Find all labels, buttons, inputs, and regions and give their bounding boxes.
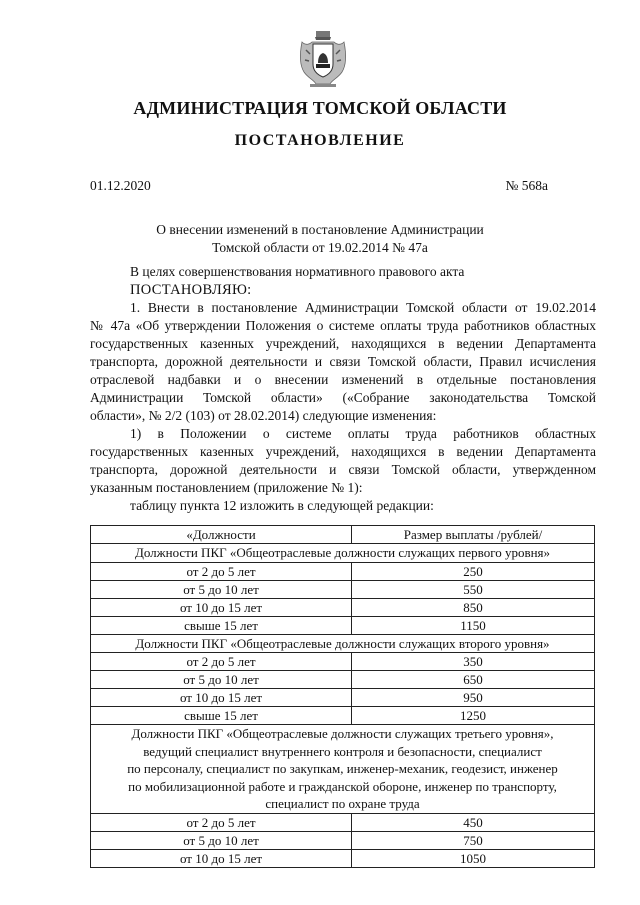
preamble: В целях совершенствования нормативного правового акта [130,264,465,279]
subject-line: Томской области от 19.02.2014 № 47а [212,240,428,255]
payment-table [90,525,595,868]
amount-cell: 750 [352,831,595,849]
term-cell: от 2 до 5 лет [91,813,352,831]
amount-cell: 950 [352,689,595,707]
term-cell: от 10 до 15 лет [91,689,352,707]
group-3-line: по мобилизационной работе и гражданской обороне, инженер по транспорту, [128,778,557,794]
term-cell: от 5 до 10 лет [91,831,352,849]
term-cell: от 2 до 5 лет [91,653,352,671]
group-3-title [91,725,595,814]
table-row [91,849,595,867]
group-1-title: Должности ПКГ «Общеотраслевые должности служащих первого уровня» [91,544,595,563]
amount-cell: 850 [352,598,595,616]
paragraph-1-line: транспорта, дорожной деятельности и связи Томской области, Правил исчисления [90,354,596,369]
table-row [91,653,595,671]
group-3-line: специалист по охране труда [265,796,420,811]
group-row [91,725,595,814]
table-row [91,813,595,831]
group-3-line: Должности ПКГ «Общеотраслевые должности служащих третьего уровня», [131,726,554,741]
term-cell: свыше 15 лет [91,707,352,725]
decree-word: ПОСТАНОВЛЯЮ: [130,282,252,298]
document-subject [0,221,640,257]
table-header-row [91,526,595,544]
paragraph-2-line: транспорта, дорожной деятельности и связи Томской области, утвержденном [90,462,596,477]
amount-cell: 250 [352,562,595,580]
amount-cell: 650 [352,671,595,689]
paragraph-2-line: 1) в Положении о системе оплаты труда работников областных [130,426,596,441]
table-row [91,689,595,707]
header-position: «Должности [91,526,352,544]
amount-cell: 1050 [352,849,595,867]
header-payment: Размер выплаты /рублей/ [352,526,595,544]
table-row [91,562,595,580]
amount-cell: 1250 [352,707,595,725]
group-row [91,544,595,563]
amount-cell: 350 [352,653,595,671]
group-3-line: ведущий специалист внутреннего контроля и безопасности, специалист [143,743,542,759]
paragraph-1-line: государственных казенных учреждений, находящихся в ведении Департамента [90,336,596,351]
paragraph-3: таблицу пункта 12 изложить в следующей редакции: [130,498,434,513]
table-row [91,831,595,849]
table-row [91,707,595,725]
term-cell: от 5 до 10 лет [91,580,352,598]
table-row [91,616,595,634]
paragraph-1-line: 1. Внести в постановление Администрации Томской области от 19.02.2014 [130,300,596,315]
document-number: № 568а [505,178,548,193]
paragraph-2-line: указанным постановлением (приложение № 1): [90,480,363,495]
term-cell: от 10 до 15 лет [91,598,352,616]
table-row [91,598,595,616]
term-cell: от 2 до 5 лет [91,562,352,580]
term-cell: от 10 до 15 лет [91,849,352,867]
group-3-line: по персоналу, специалист по закупкам, инженер-механик, геодезист, инженер [127,761,558,776]
term-cell: свыше 15 лет [91,616,352,634]
group-2-title: Должности ПКГ «Общеотраслевые должности служащих второго уровня» [91,634,595,653]
table-row [91,580,595,598]
paragraph-1-line: области», № 2/2 (103) от 28.02.2014) следующие изменения: [90,408,437,423]
paragraph-2-line: государственных казенных учреждений, находящихся в ведении Департамента [90,444,596,459]
term-cell: от 5 до 10 лет [91,671,352,689]
coat-of-arms-icon [296,30,350,90]
subject-line: О внесении изменений в постановление Администрации [156,222,484,237]
table-row [91,671,595,689]
amount-cell: 1150 [352,616,595,634]
document-date: 01.12.2020 [90,178,151,193]
paragraph-1-line: Администрации Томской области» («Собрание законодательства Томской [90,390,596,405]
paragraph-1-line: № 47а «Об утверждении Положения о системе оплаты труда работников областных [90,318,596,333]
document-type: ПОСТАНОВЛЕНИЕ [234,132,406,149]
group-row [91,634,595,653]
amount-cell: 450 [352,813,595,831]
paragraph-1-line: отраслевой надбавки и о внесении изменений в отдельные постановления [90,372,596,387]
amount-cell: 550 [352,580,595,598]
organization-name: АДМИНИСТРАЦИЯ ТОМСКОЙ ОБЛАСТИ [133,98,507,118]
